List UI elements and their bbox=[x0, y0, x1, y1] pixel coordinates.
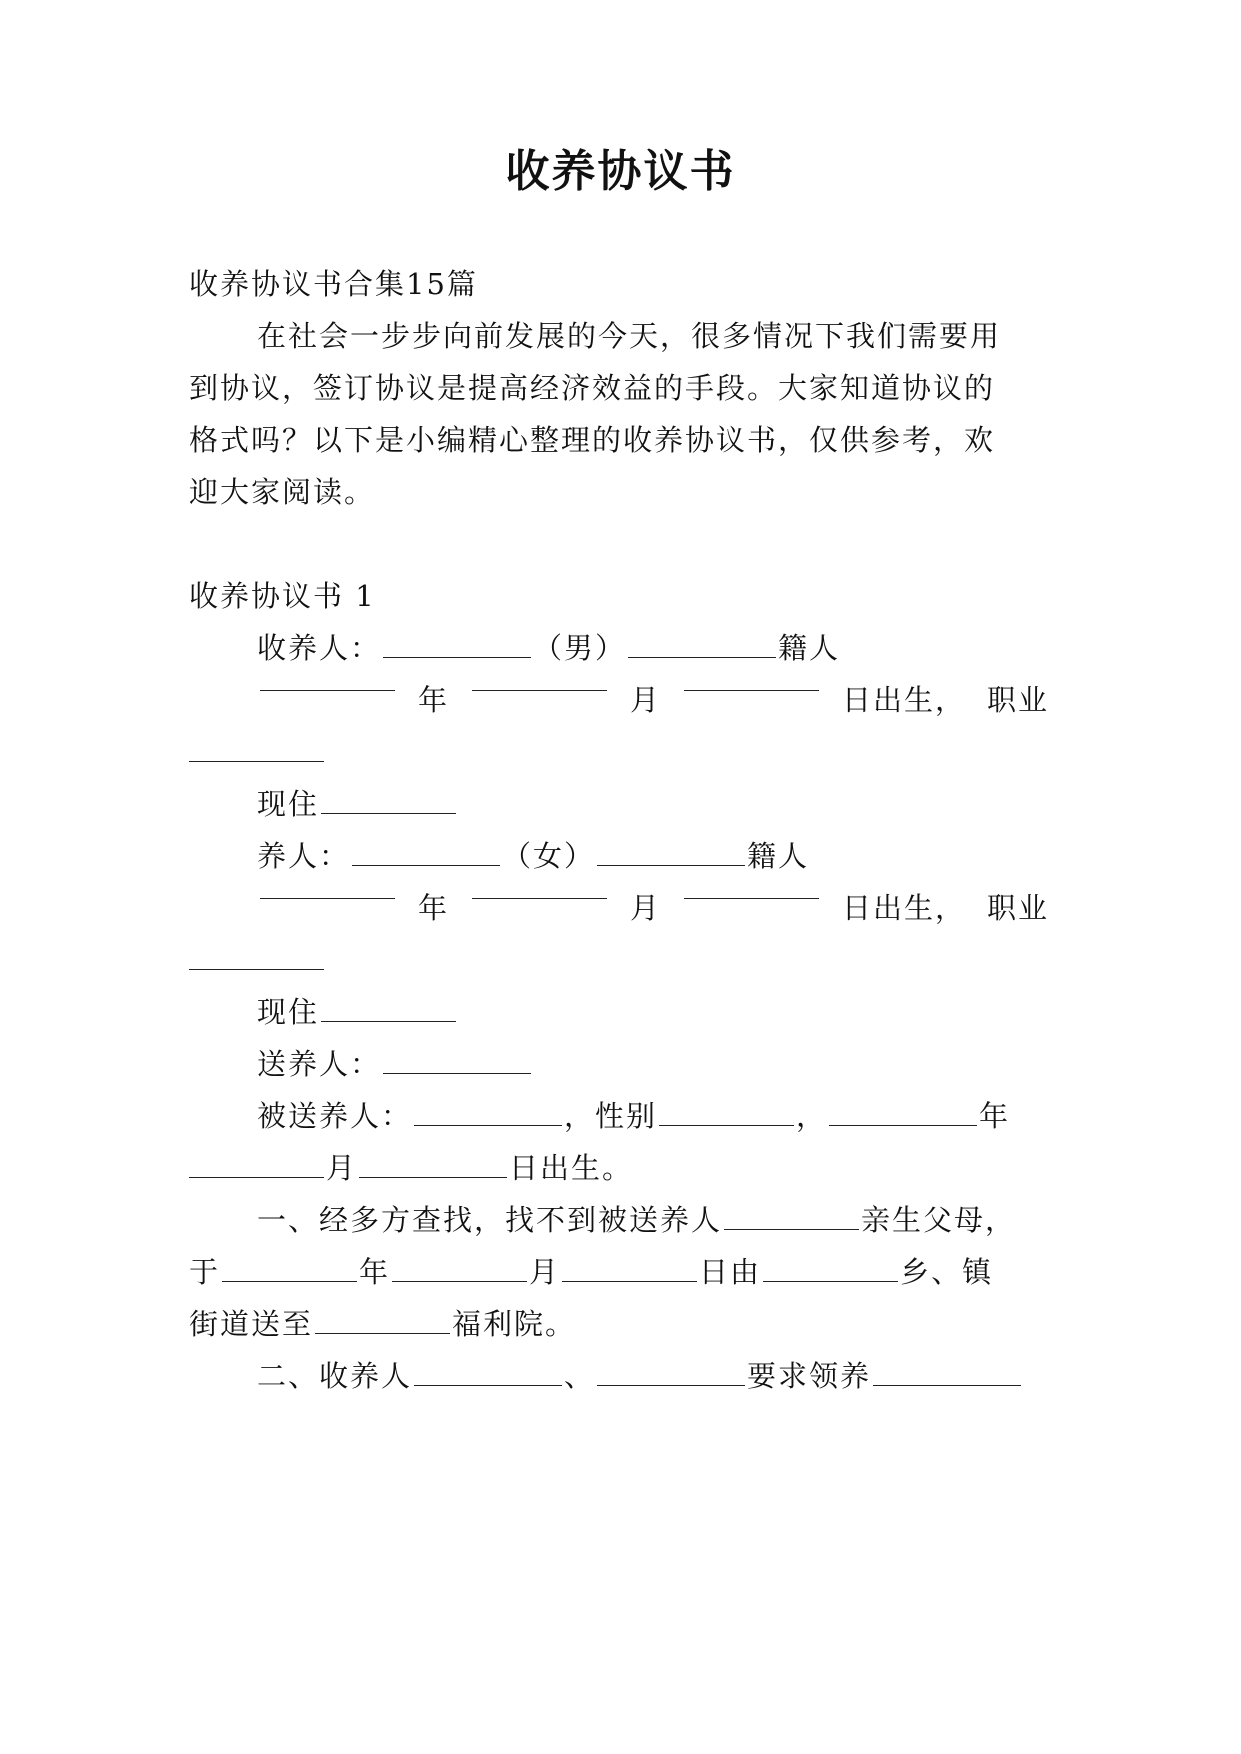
clause-1-text-g: 福利院。 bbox=[452, 1307, 577, 1341]
adopter-female-line bbox=[257, 839, 1117, 873]
year-label: 年 bbox=[359, 1255, 391, 1289]
comma: ， bbox=[796, 1099, 828, 1133]
intro-line-2: 到协议，签订协议是提高经济效益的手段。大家知道协议的 bbox=[189, 371, 996, 405]
birth-month-blank bbox=[472, 686, 607, 691]
month-label: 月 bbox=[529, 1255, 561, 1289]
parents-blank bbox=[724, 1225, 859, 1230]
birth-end: 日出生。 bbox=[509, 1151, 634, 1185]
clause-1-text-e: 乡、镇 bbox=[900, 1255, 994, 1289]
adopter-male-line bbox=[257, 631, 1117, 665]
adopter-label: 收养人： bbox=[257, 631, 382, 665]
month-label: 月 bbox=[629, 683, 661, 717]
adopter-male-job-line bbox=[189, 738, 1049, 767]
birth-day-blank bbox=[684, 686, 819, 691]
foster-name-blank bbox=[352, 861, 500, 866]
residence-blank bbox=[321, 1017, 456, 1022]
year-label: 年 bbox=[417, 891, 449, 925]
clause-2-line-1 bbox=[257, 1359, 1117, 1393]
month-label: 月 bbox=[629, 891, 661, 925]
adoptee-blank bbox=[873, 1381, 1021, 1386]
gender-blank bbox=[659, 1121, 794, 1126]
adoptee-day-blank bbox=[359, 1173, 507, 1178]
sender-line bbox=[257, 1047, 1117, 1081]
residence-blank bbox=[321, 809, 456, 814]
sender-blank bbox=[383, 1069, 531, 1074]
adopter-female-residence-line bbox=[257, 995, 1117, 1029]
clause-1-text-b: 亲生父母， bbox=[861, 1203, 1017, 1237]
clause-1-line-3 bbox=[189, 1307, 1049, 1341]
birth-year-blank bbox=[260, 894, 395, 899]
birth-month-blank bbox=[472, 894, 607, 899]
clause-1-text-c: 于 bbox=[189, 1255, 221, 1289]
collection-heading: 收养协议书合集15篇 bbox=[189, 267, 478, 301]
clause-1-text-f: 街道送至 bbox=[189, 1307, 314, 1341]
native-label: 籍人 bbox=[747, 839, 810, 873]
document-title: 收养协议书 bbox=[505, 146, 736, 197]
sent-day-blank bbox=[562, 1277, 697, 1282]
male-label: （男） bbox=[533, 631, 627, 665]
clause-1-line-1 bbox=[257, 1203, 1117, 1237]
adoptee-month-blank bbox=[189, 1173, 324, 1178]
female-label: （女） bbox=[502, 839, 596, 873]
welfare-home-blank bbox=[315, 1329, 450, 1334]
month-label: 月 bbox=[326, 1151, 358, 1185]
clause-1-text-a: 一、经多方查找，找不到被送养人 bbox=[257, 1203, 723, 1237]
adoptee-label: 被送养人： bbox=[257, 1099, 413, 1133]
intro-line-1: 在社会一步步向前发展的今天，很多情况下我们需要用 bbox=[257, 319, 1002, 353]
adopter-2-blank bbox=[597, 1381, 745, 1386]
adopter-male-birth-line bbox=[258, 683, 1049, 717]
adoptee-year-blank bbox=[829, 1121, 977, 1126]
year-label: 年 bbox=[417, 683, 449, 717]
job-label: 职业 bbox=[986, 891, 1049, 925]
residence-label: 现住 bbox=[257, 787, 320, 821]
job-blank bbox=[189, 965, 324, 970]
foster-label: 养人： bbox=[257, 839, 351, 873]
birth-label: 日出生， bbox=[841, 683, 966, 717]
year-label: 年 bbox=[979, 1099, 1011, 1133]
adoptee-birth-line bbox=[189, 1151, 1049, 1185]
intro-line-4: 迎大家阅读。 bbox=[189, 475, 376, 509]
adopter-name-blank bbox=[383, 653, 531, 658]
birth-label: 日出生， bbox=[841, 891, 966, 925]
clause-2-sep: 、 bbox=[564, 1359, 596, 1393]
adopter-female-birth-line bbox=[258, 891, 1049, 925]
section-heading: 收养协议书 1 bbox=[189, 579, 376, 613]
birth-year-blank bbox=[260, 686, 395, 691]
adopter-native-blank bbox=[628, 653, 776, 658]
residence-label: 现住 bbox=[257, 995, 320, 1029]
adoptee-line bbox=[257, 1099, 1117, 1133]
clause-1-text-d: 日由 bbox=[699, 1255, 762, 1289]
job-blank bbox=[189, 757, 324, 762]
adopter-female-job-line bbox=[189, 946, 1049, 975]
clause-2-text-b: 要求领养 bbox=[747, 1359, 872, 1393]
adopter-1-blank bbox=[414, 1381, 562, 1386]
clause-1-line-2 bbox=[189, 1255, 1049, 1289]
sent-month-blank bbox=[392, 1277, 527, 1282]
sent-year-blank bbox=[222, 1277, 357, 1282]
clause-2-text-a: 二、收养人 bbox=[257, 1359, 413, 1393]
adopter-male-residence-line bbox=[257, 787, 1117, 821]
gender-label: ，性别 bbox=[564, 1099, 658, 1133]
foster-native-blank bbox=[597, 861, 745, 866]
sender-label: 送养人： bbox=[257, 1047, 382, 1081]
native-label: 籍人 bbox=[778, 631, 841, 665]
birth-day-blank bbox=[684, 894, 819, 899]
township-blank bbox=[763, 1277, 898, 1282]
adoptee-name-blank bbox=[414, 1121, 562, 1126]
intro-line-3: 格式吗？以下是小编精心整理的收养协议书，仅供参考，欢 bbox=[189, 423, 996, 457]
job-label: 职业 bbox=[986, 683, 1049, 717]
